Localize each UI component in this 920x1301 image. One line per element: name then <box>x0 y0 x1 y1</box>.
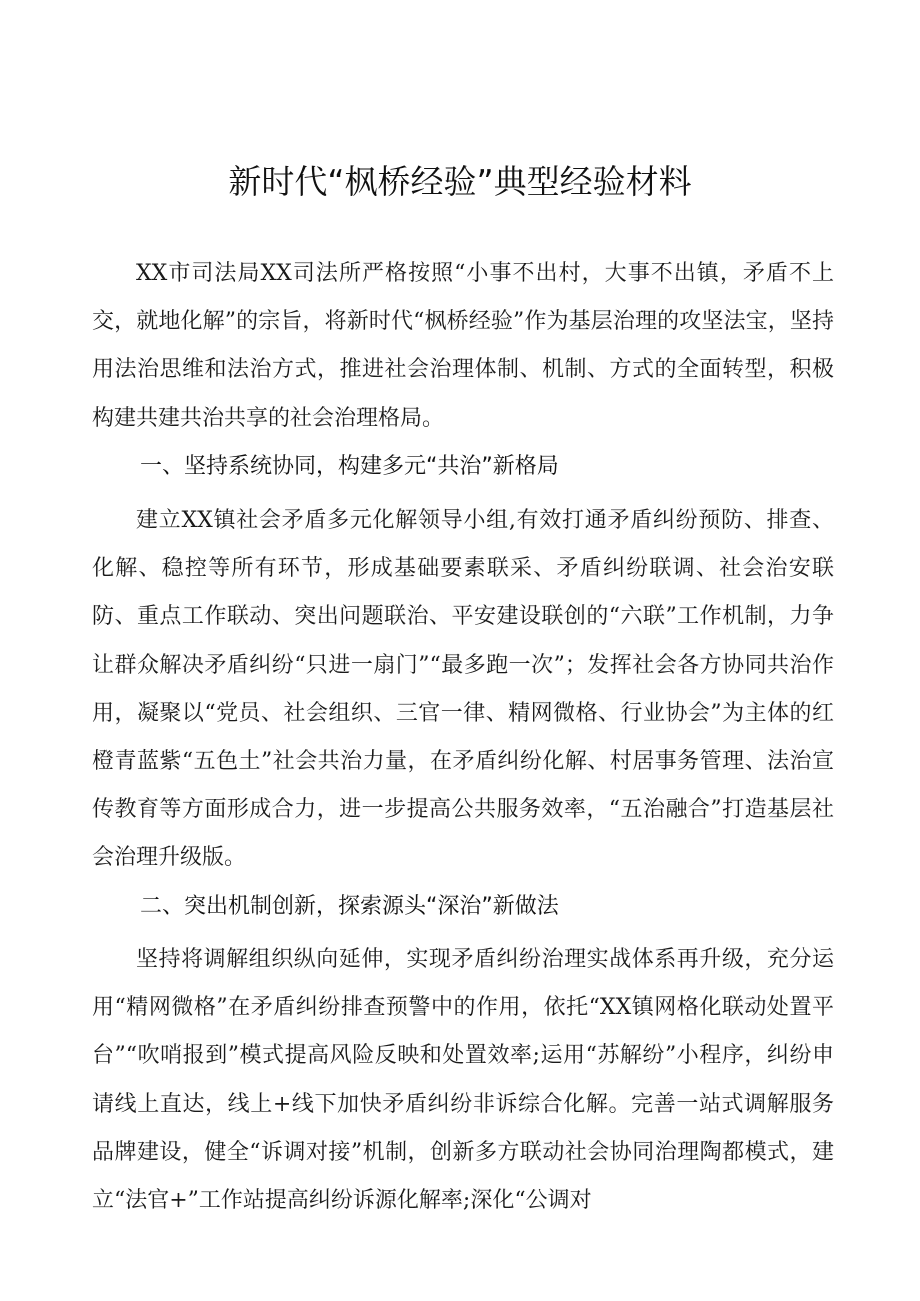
intro-paragraph: XX市司法局XX司法所严格按照“小事不出村，大事不出镇，矛盾不上交，就地化解”的宗旨，将新时代“枫桥经验”作为基层治理的攻坚法宝，坚持用法治思维和法治方式，推进社会治理体制、机制、方式的全面转型，积极构建共建共治共享的社会治理格局。 <box>92 261 834 431</box>
section-1-paragraph: 建立XX镇社会矛盾多元化解领导小组,有效打通矛盾纠纷预防、排查、化解、稳控等所有环节，形成基础要素联采、矛盾纠纷联调、社会治安联防、重点工作联动、突出问题联治、平安建设联创的“六联”工作机制，力争让群众解决矛盾纠纷“只进一扇门”“最多跑一次”；发挥社会各方协同共治作用，凝聚以“党员、社会组织、三官一律、精网微格、行业协会”为主体的红橙青蓝紫“五色土”社会共治力量，在矛盾纠纷化解、村居事务管理、法治宣传教育等方面形成合力，进一步提高公共服务效率，“五治融合”打造基层社会治理升级版。 <box>92 508 834 871</box>
section-heading-2: 二、突出机制创新，探索源头“深治”新做法 <box>140 894 559 919</box>
section-heading-1: 一、坚持系统协同，构建多元“共治”新格局 <box>140 454 559 479</box>
section-2-paragraph: 坚持将调解组织纵向延伸，实现矛盾纠纷治理实战体系再升级，充分运用“精网微格”在矛盾纠纷排查预警中的作用，依托“XX镇网格化联动处置平台”“吹哨报到”模式提高风险反映和处置效率;运用“苏解纷”小程序，纠纷申请线上直达，线上+线下加快矛盾纠纷非诉综合化解。完善一站式调解服务品牌建设，健全“诉调对接”机制，创新多方联动社会协同治理陶都模式，建立“法官+”工作站提高纠纷诉源化解率;深化“公调对 <box>92 947 834 1214</box>
document-title: 新时代“枫桥经验”典型经验材料 <box>228 162 692 201</box>
